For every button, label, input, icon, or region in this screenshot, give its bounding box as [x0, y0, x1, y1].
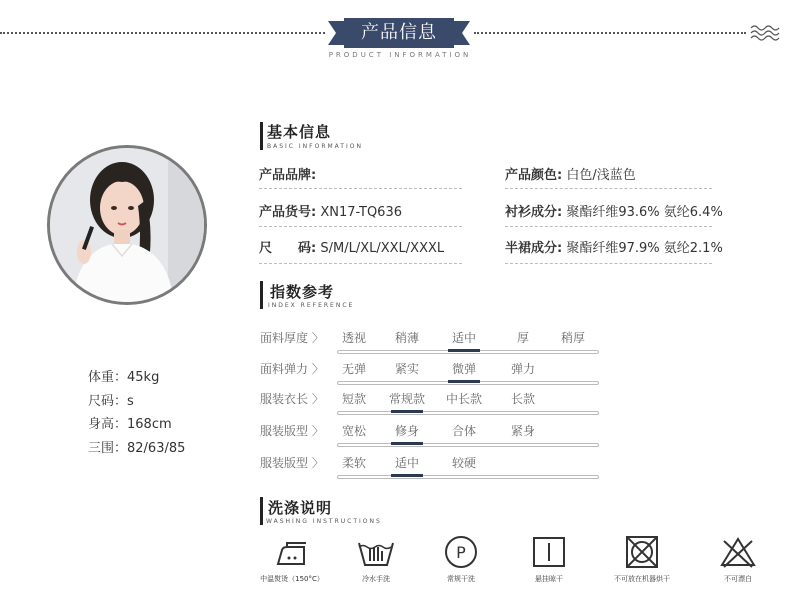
section-marker — [260, 122, 263, 150]
index-selected-marker — [448, 380, 480, 383]
header-subtitle: PRODUCT INFORMATION — [328, 51, 472, 59]
index-option: 短款 — [341, 392, 366, 406]
basic-info-title: 基本信息 — [267, 123, 332, 141]
model-photo — [47, 145, 207, 305]
index-row-label: 服装版型 〉 — [260, 424, 324, 438]
row-divider — [259, 263, 462, 264]
index-option: 稍厚 — [560, 331, 585, 345]
index-option: 厚 — [516, 331, 529, 345]
index-scale-track — [337, 475, 599, 479]
index-option: 微弹 — [451, 362, 476, 376]
index-option: 宽松 — [341, 424, 366, 438]
iron-icon — [272, 538, 312, 572]
index-selected-marker — [391, 410, 423, 413]
index-title: 指数参考 — [270, 283, 335, 301]
dry-clean-icon — [441, 535, 481, 569]
basic-info-subtitle: BASIC INFORMATION — [267, 143, 363, 150]
washing-label: 不可放在机器烘干 — [614, 575, 670, 583]
index-option: 较硬 — [451, 456, 476, 470]
model-measurements: 三围：82/63/85 — [88, 440, 186, 456]
model-height: 身高：168cm — [88, 417, 172, 432]
code-row — [259, 201, 402, 220]
row-divider — [505, 263, 712, 264]
index-scale-track — [337, 411, 599, 415]
index-option: 常规款 — [388, 392, 425, 406]
index-option: 紧身 — [510, 424, 535, 438]
wave-decoration-icon — [750, 22, 780, 42]
index-option: 修身 — [394, 424, 419, 438]
index-option: 适中 — [394, 456, 419, 470]
skirt-material-row — [505, 237, 723, 256]
no-bleach-icon — [718, 535, 758, 569]
index-option: 柔软 — [341, 456, 366, 470]
header-divider-right — [474, 32, 746, 34]
shirt-material-label: 衬衫成分: — [505, 205, 563, 220]
index-option: 中长款 — [445, 392, 482, 406]
row-divider — [505, 188, 712, 189]
row-divider — [259, 188, 462, 189]
color-row — [505, 164, 636, 183]
index-row-label: 面料厚度 〉 — [260, 331, 324, 345]
model-weight: 体重：45kg — [88, 370, 160, 385]
size-label: 尺 码: — [259, 241, 317, 256]
index-option: 透视 — [341, 331, 366, 345]
hand-wash-icon — [356, 535, 396, 569]
section-marker — [260, 281, 263, 309]
brand-label: 产品品牌: — [259, 168, 317, 183]
index-option: 适中 — [451, 331, 476, 345]
color-label: 产品颜色: — [505, 168, 563, 183]
index-option: 长款 — [510, 392, 535, 406]
washing-title: 洗涤说明 — [268, 499, 333, 517]
model-info — [88, 366, 185, 460]
index-scale-track — [337, 443, 599, 447]
svg-text:P: P — [456, 543, 466, 562]
washing-label: 冷水手洗 — [362, 575, 390, 583]
color-value: 白色/浅蓝色 — [566, 168, 636, 183]
row-divider — [505, 226, 712, 227]
size-value: S/M/L/XL/XXL/XXXL — [320, 241, 445, 256]
washing-label: 中温熨烫（150°C） — [260, 575, 324, 583]
skirt-material-value: 聚酯纤维97.9% 氨纶2.1% — [566, 241, 723, 256]
brand-row — [259, 164, 316, 183]
skirt-material-label: 半裙成分: — [505, 241, 563, 256]
index-row-label: 服装版型 〉 — [260, 456, 324, 470]
code-value: XN17-TQ636 — [320, 205, 402, 220]
index-selected-marker — [448, 349, 480, 352]
code-label: 产品货号: — [259, 205, 317, 220]
row-divider — [259, 226, 462, 227]
index-option: 弹力 — [510, 362, 535, 376]
line-dry-icon — [529, 535, 569, 569]
size-row — [259, 237, 444, 256]
model-size: 尺码：s — [88, 393, 134, 409]
index-row-label: 面料弹力 〉 — [260, 362, 324, 376]
index-option: 合体 — [451, 424, 476, 438]
header-title: 产品信息 — [361, 22, 437, 43]
index-selected-marker — [391, 442, 423, 445]
shirt-material-row — [505, 201, 723, 220]
shirt-material-value: 聚酯纤维93.6% 氨纶6.4% — [566, 205, 723, 220]
index-selected-marker — [391, 474, 423, 477]
washing-subtitle: WASHING INSTRUCTIONS — [266, 518, 382, 525]
index-option: 稍薄 — [394, 331, 419, 345]
index-row-label: 服装衣长 〉 — [260, 392, 324, 406]
index-option: 紧实 — [394, 362, 419, 376]
index-subtitle: INDEX REFERENCE — [268, 302, 355, 309]
washing-label: 常规干洗 — [447, 575, 475, 583]
header-divider-left — [0, 32, 325, 34]
washing-label: 悬挂晾干 — [535, 575, 563, 583]
index-option: 无弹 — [341, 362, 366, 376]
section-marker — [260, 497, 263, 525]
washing-label: 不可漂白 — [724, 575, 752, 583]
no-tumble-dry-icon — [622, 535, 662, 569]
